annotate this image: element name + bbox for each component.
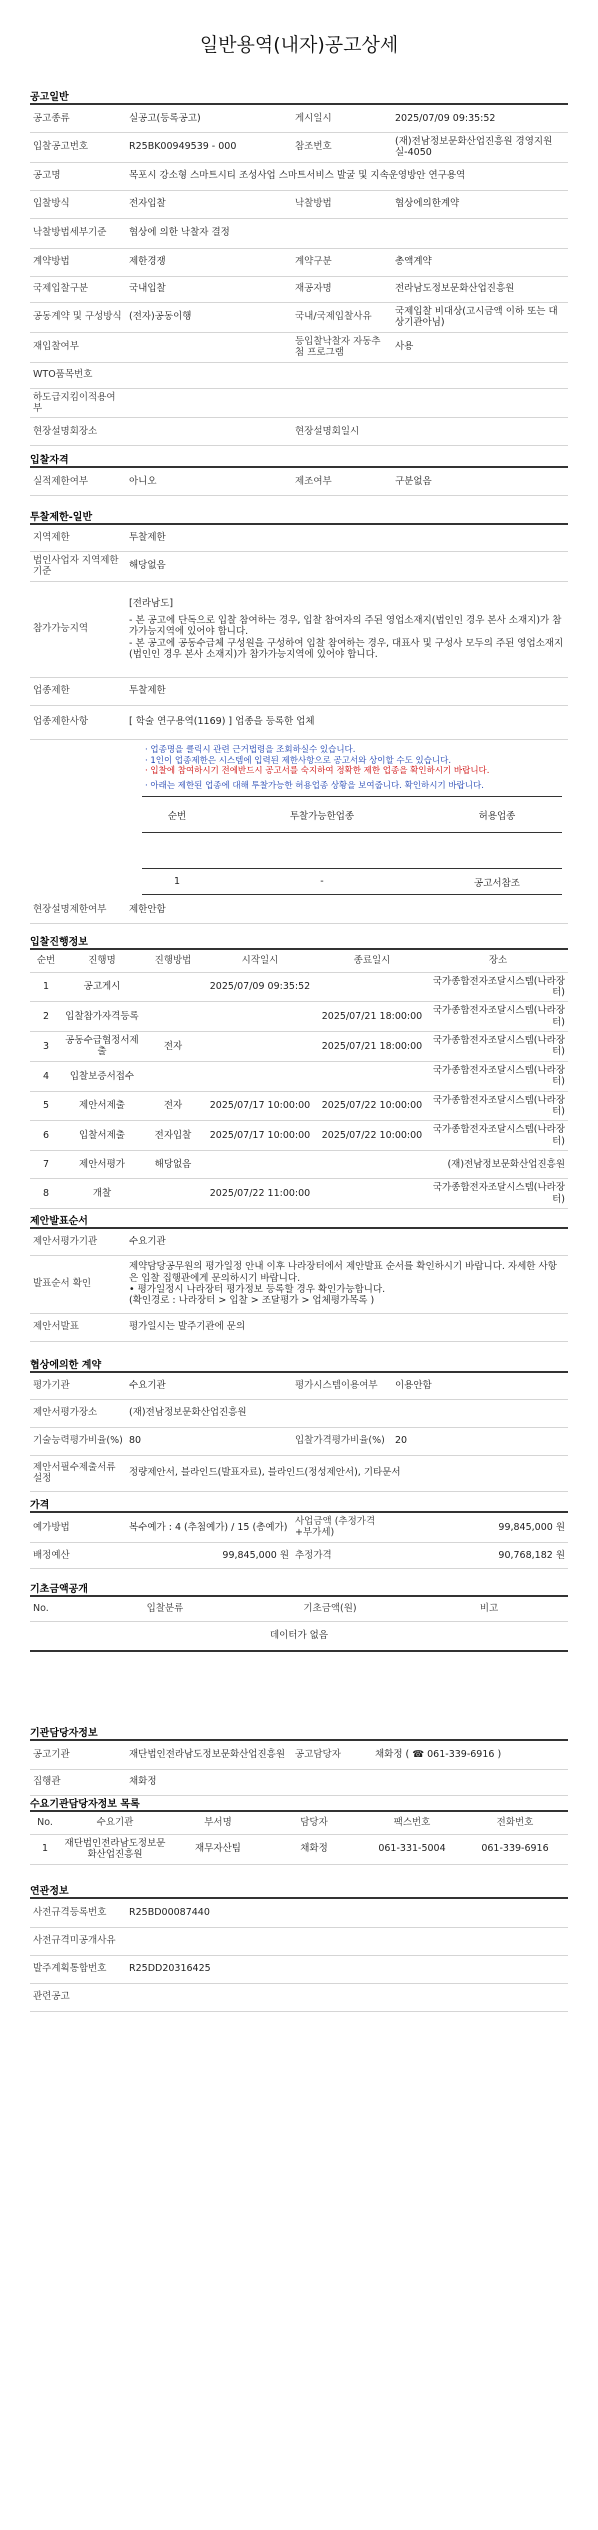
row-value: (전자)공동이행 [126,302,292,332]
progress-cell: 공동수급협정서제출 [62,1032,142,1062]
row-value: R25DD20316425 [126,1955,568,1983]
order-2: • 평가일정시 나라장터 평가정보 등록할 경우 확인가능합니다. [129,1284,386,1295]
demand-cell: 채화정 [266,1834,362,1864]
row-value: 재단법인전라남도정보문화산업진흥원 [126,1741,292,1769]
row-value: 정량제안서, 블라인드(발표자료), 블라인드(정성제안서), 기타문서 [126,1455,568,1491]
progress-cell: 2 [30,1002,62,1032]
progress-cell: (재)전남정보문화산업진흥원 [428,1151,568,1179]
region-value: 투찰제한 [126,525,568,551]
row-label: 하도급지킴이적용여부 [30,388,126,418]
row-label: 국제입찰구분 [30,276,126,302]
demand-header: 부서명 [170,1812,266,1834]
row-label: 입찰공고번호 [30,132,126,162]
progress-cell: 5 [30,1091,62,1121]
progress-cell [204,1151,316,1179]
info-row [30,1427,568,1455]
allowed-biz-table [142,796,562,895]
info-row [30,248,568,276]
row-value: 실공고(등록공고) [126,106,292,132]
inner-cell: - [212,869,432,895]
progress-row [30,1179,568,1209]
row-label: 현장설명회장소 [30,418,126,446]
progress-cell [204,1002,316,1032]
progress-cell: 국가종합전자조달시스템(나라장터) [428,1002,568,1032]
amt-value: 99,845,000 원 [392,1513,568,1542]
section-demand-heading: 수요기관담당자정보 목록 [30,1795,140,1810]
info-row [30,218,568,248]
progress-cell: 8 [30,1179,62,1209]
progress-header: 순번 [30,950,62,972]
progress-cell: 공고게시 [62,972,142,1002]
row-value: 아니오 [126,469,292,495]
row-label: 공고명 [30,162,126,190]
row-value [392,362,568,388]
demand-table [30,1812,568,1865]
info-row [30,162,568,190]
row-value: (재)전남정보문화산업진흥원 [126,1399,292,1427]
row-value: 사용 [392,332,568,362]
progress-cell: 2025/07/22 11:00:00 [204,1179,316,1209]
progress-cell: 4 [30,1061,62,1091]
progress-cell: 2025/07/21 18:00:00 [316,1002,428,1032]
demand-header: 전화번호 [462,1812,568,1834]
row-label: 공고기관 [30,1741,126,1769]
row-value: 전라남도정보문화산업진흥원 [392,276,568,302]
row-label: 제안서필수제출서류설정 [30,1455,126,1491]
row-value: 구분없음 [392,469,568,495]
demand-cell: 재무자산팀 [170,1834,266,1864]
progress-cell: 전자 [142,1091,204,1121]
progress-cell: 7 [30,1151,62,1179]
corp-value: 해당없음 [126,551,568,581]
info-row [30,388,568,418]
row-label [292,388,392,418]
info-row [30,302,568,332]
progress-row [30,1091,568,1121]
notice-2: · 1인이 업종제한은 시스템에 입력된 제한사항으로 공고서와 상이할 수도 있습니다. [145,755,452,766]
progress-row [30,1121,568,1151]
row-label: 제조여부 [292,469,392,495]
base-header: 기초금액(원) [250,1597,410,1621]
progress-cell: 3 [30,1032,62,1062]
est-label: 예가방법 [30,1513,126,1542]
progress-cell: 개찰 [62,1179,142,1209]
section-nego-heading: 협상에의한 계약 [30,1356,101,1371]
part-region: [전라남도] [129,597,174,609]
info-row [30,1455,568,1491]
progress-cell: 해당없음 [142,1151,204,1179]
row-value: 협상에의한계약 [392,190,568,218]
notice-3: · 입찰에 참여하시기 전에반드시 공고서를 숙지하여 정확한 제한 업종을 확인하시기 바랍니다. [145,766,490,777]
region-label: 지역제한 [30,525,126,551]
info-row [30,1769,568,1795]
progress-cell: 2025/07/17 10:00:00 [204,1091,316,1121]
row-label: 낙찰방법세부기준 [30,218,126,248]
row-label: 공동계약 및 구성방식 [30,302,126,332]
progress-row [30,972,568,1002]
row-label: 재공자명 [292,276,392,302]
progress-cell: 국가종합전자조달시스템(나라장터) [428,1032,568,1062]
row-value [126,332,292,362]
part-note-1: - 본 공고에 단독으로 입찰 참여하는 경우, 입찰 참여자의 주된 영업소재지(법인인 경우 본사 소재지)가 참가가능지역에 있어야 합니다. [129,614,562,638]
progress-cell: 국가종합전자조달시스템(나라장터) [428,1179,568,1209]
progress-cell: 입찰서제출 [62,1121,142,1151]
progress-cell: 2025/07/09 09:35:52 [204,972,316,1002]
base-empty: 데이터가 없음 [30,1621,568,1651]
progress-table [30,950,568,1209]
progress-cell: 입찰보증서접수 [62,1061,142,1091]
progress-cell [316,1061,428,1091]
row-label [292,218,392,248]
inner-header: 허용업종 [432,797,562,833]
row-value [126,388,292,418]
row-label: 집행관 [30,1769,126,1795]
row-value: 목포시 강소형 스마트시티 조성사업 스마트서비스 발굴 및 지속운영방안 연구용역 [126,162,568,190]
progress-cell [142,1179,204,1209]
row-value: 20 [392,1427,568,1455]
row-value: 전자입찰 [126,190,292,218]
progress-cell: 2025/07/22 10:00:00 [316,1121,428,1151]
row-value: R25BK00949539 - 000 [126,132,292,162]
base-header: 입찰분류 [80,1597,250,1621]
progress-header: 종료일시 [316,950,428,972]
info-row [30,276,568,302]
section-basic-heading: 공고일반 [30,88,69,103]
section-base-heading: 기초금액공개 [30,1580,88,1595]
demand-cell: 재단법인전라남도정보문화산업진흥원 [60,1834,170,1864]
demand-cell: 1 [30,1834,60,1864]
est-price-label: 추정가격 [292,1542,392,1568]
progress-cell: 2025/07/21 18:00:00 [316,1032,428,1062]
demand-cell: 061-331-5004 [362,1834,462,1864]
progress-row [30,1151,568,1179]
row-label: 제안서평가장소 [30,1399,126,1427]
progress-cell [142,972,204,1002]
row-label: 사전규격등록번호 [30,1899,126,1927]
row-value: 수요기관 [126,1373,292,1399]
info-row [30,106,568,132]
base-table [30,1597,568,1652]
progress-row [30,1032,568,1062]
progress-cell: 국가종합전자조달시스템(나라장터) [428,1061,568,1091]
demand-header: No. [30,1812,60,1834]
related-row [30,1983,568,2011]
inner-cell: 1 [142,869,212,895]
invest-notice [145,745,565,792]
est-price-value: 90,768,182 원 [392,1542,568,1568]
section-related-heading: 연관정보 [30,1882,69,1897]
progress-cell [316,1179,428,1209]
row-label [292,1399,392,1427]
order-label: 발표순서 확인 [30,1255,126,1313]
contact-table [30,1741,568,1796]
base-header: No. [30,1597,80,1621]
progress-cell: 2025/07/17 10:00:00 [204,1121,316,1151]
notice-4: · 아래는 제한된 업종에 대해 투찰가능한 허용업종 상황을 보여줍니다. 확인하시기 바랍니다. [145,780,484,791]
row-label: 재입찰여부 [30,332,126,362]
section-qual-heading: 입찰자격 [30,451,69,466]
part-label: 참가가능지역 [30,581,126,677]
row-value [126,1983,568,2011]
progress-cell: 6 [30,1121,62,1151]
progress-row [30,1061,568,1091]
info-row [30,362,568,388]
progress-cell: 제안서평가 [62,1151,142,1179]
info-row [30,469,568,495]
site-limit-table [30,897,568,924]
base-header: 비고 [410,1597,568,1621]
notice-1: · 업종명을 클릭시 관련 근거법령을 조회하실수 있습니다. [145,745,356,755]
basic-info-table [30,106,568,446]
row-label: WTO품목번호 [30,362,126,388]
row-value: 총액계약 [392,248,568,276]
row-label: 실적제한여부 [30,469,126,495]
corp-label: 법인사업자 지역제한기준 [30,551,126,581]
biz-label: 업종제한 [30,677,126,705]
section-invest-heading: 투찰제한-일반 [30,508,92,523]
progress-cell [316,1151,428,1179]
row-label [292,362,392,388]
progress-cell: 국가종합전자조달시스템(나라장터) [428,1121,568,1151]
progress-cell [204,1032,316,1062]
row-value [392,218,568,248]
bizlimit-value[interactable]: [ 학술 연구용역(1169) ] 업종을 등록한 업체 [126,705,568,739]
progress-cell: 전자 [142,1032,204,1062]
row-label: 낙찰방법 [292,190,392,218]
demand-header: 담당자 [266,1812,362,1834]
related-row [30,1955,568,1983]
budget-value: 99,845,000 원 [126,1542,292,1568]
proposal-table [30,1229,568,1342]
row-label: 국내/국제입찰사유 [292,302,392,332]
row-value: 채화정 ( ☎ 061-339-6916 ) [372,1741,568,1769]
progress-cell: 국가종합전자조달시스템(나라장터) [428,1091,568,1121]
demand-cell: 061-339-6916 [462,1834,568,1864]
progress-cell: 제안서제출 [62,1091,142,1121]
row-value: 협상에 의한 낙찰자 결정 [126,218,292,248]
info-row [30,1373,568,1399]
row-label: 사전규격미공개사유 [30,1927,126,1955]
row-value [126,362,292,388]
progress-cell: 전자입찰 [142,1121,204,1151]
row-label: 관련공고 [30,1983,126,2011]
row-value: R25BD00087440 [126,1899,568,1927]
row-label: 계약구분 [292,248,392,276]
row-value: 채화정 [126,1769,292,1795]
info-row [30,418,568,446]
row-value [126,1927,568,1955]
row-value [392,1399,568,1427]
section-progress-heading: 입찰진행정보 [30,933,88,948]
progress-cell: 2025/07/22 10:00:00 [316,1091,428,1121]
row-label: 게시일시 [292,106,392,132]
row-value: 국내입찰 [126,276,292,302]
demand-header: 수요기관 [60,1812,170,1834]
order-1: 제약담당공무원의 평가일정 안내 이후 나라장터에서 제안발표 순서를 확인하시기 바랍니다. 자세한 사항은 입찰 집행관에게 문의하시기 바랍니다. [129,1261,557,1284]
prop-org-value: 수요기관 [126,1229,568,1255]
pres-label: 제안서발표 [30,1313,126,1341]
row-label: 공고종류 [30,106,126,132]
qual-table [30,469,568,496]
inner-header: 투찰가능한업종 [212,797,432,833]
row-value: 2025/07/09 09:35:52 [392,106,568,132]
order-3: (확인경로 : 나라장터 > 입찰 > 조달평가 > 업체평가목록 ) [129,1295,375,1307]
progress-cell [204,1061,316,1091]
progress-cell [142,1061,204,1091]
row-label: 입찰가격평가비율(%) [292,1427,392,1455]
row-value: 이용안함 [392,1373,568,1399]
row-value [372,1769,568,1795]
row-label: 등입찰낙찰자 자동추첨 프로그램 [292,332,392,362]
progress-cell: 1 [30,972,62,1002]
biz-value: 투찰제한 [126,677,568,705]
row-label: 평가기관 [30,1373,126,1399]
page-title: 일반용역(내자)공고상세 [199,34,399,56]
progress-cell [142,1002,204,1032]
progress-header: 장소 [428,950,568,972]
row-label: 계약방법 [30,248,126,276]
est-value: 복수예가 : 4 (추첨예가) / 15 (총예가) [126,1513,292,1542]
prop-org-label: 제안서평가기관 [30,1229,126,1255]
row-value [126,418,292,446]
info-row [30,1741,568,1769]
amt-label: 사업금액 (추정가격+부가세) [292,1513,392,1542]
pres-value: 평가일시는 발주기관에 문의 [126,1313,568,1341]
progress-header: 진행명 [62,950,142,972]
site-label: 현장설명제한여부 [30,897,126,923]
row-label: 현장설명회일시 [292,418,392,446]
row-value: 제한경쟁 [126,248,292,276]
related-table [30,1899,568,2012]
progress-row [30,1002,568,1032]
price-table [30,1513,568,1569]
section-price-heading: 가격 [30,1496,49,1511]
progress-header: 시작일시 [204,950,316,972]
bizlimit-label: 업종제한사항 [30,705,126,739]
invest-table [30,525,568,740]
row-label: 입찰방식 [30,190,126,218]
inner-cell: 공고서참조 [432,869,562,895]
progress-cell: 입찰참가자격등록 [62,1002,142,1032]
related-row [30,1927,568,1955]
row-value [392,388,568,418]
row-label [292,1769,372,1795]
progress-header: 진행방법 [142,950,204,972]
row-value: (재)전남정보문화산업진흥원 경영지원실-4050 [392,132,568,162]
row-value: 80 [126,1427,292,1455]
info-row [30,132,568,162]
info-row [30,1399,568,1427]
row-value [392,418,568,446]
row-label: 참조번호 [292,132,392,162]
related-row [30,1899,568,1927]
row-value: 국제입찰 비대상(고시금액 이하 또는 대상기관아님) [392,302,568,332]
row-label: 평가시스템이용여부 [292,1373,392,1399]
progress-cell: 국가종합전자조달시스템(나라장터) [428,972,568,1002]
part-note-2: - 본 공고에 공동수급체 구성원을 구성하여 입찰 참여하는 경우, 대표사 및 구성사 모두의 주된 영업소재지(법인인 경우 본사 소재지)가 참가가능지역에 있어야 합니다. [129,637,564,661]
info-row [30,190,568,218]
progress-cell [316,972,428,1002]
section-contact-heading: 기관담당자정보 [30,1724,98,1739]
info-row [30,332,568,362]
row-label: 기술능력평가비율(%) [30,1427,126,1455]
inner-header: 순번 [142,797,212,833]
nego-table [30,1373,568,1492]
row-label: 공고담당자 [292,1741,372,1769]
row-label: 발주계획통합번호 [30,1955,126,1983]
budget-label: 배정예산 [30,1542,126,1568]
section-proposal-heading: 제안발표순서 [30,1212,88,1227]
site-value: 제한안함 [126,897,568,923]
demand-header: 팩스번호 [362,1812,462,1834]
